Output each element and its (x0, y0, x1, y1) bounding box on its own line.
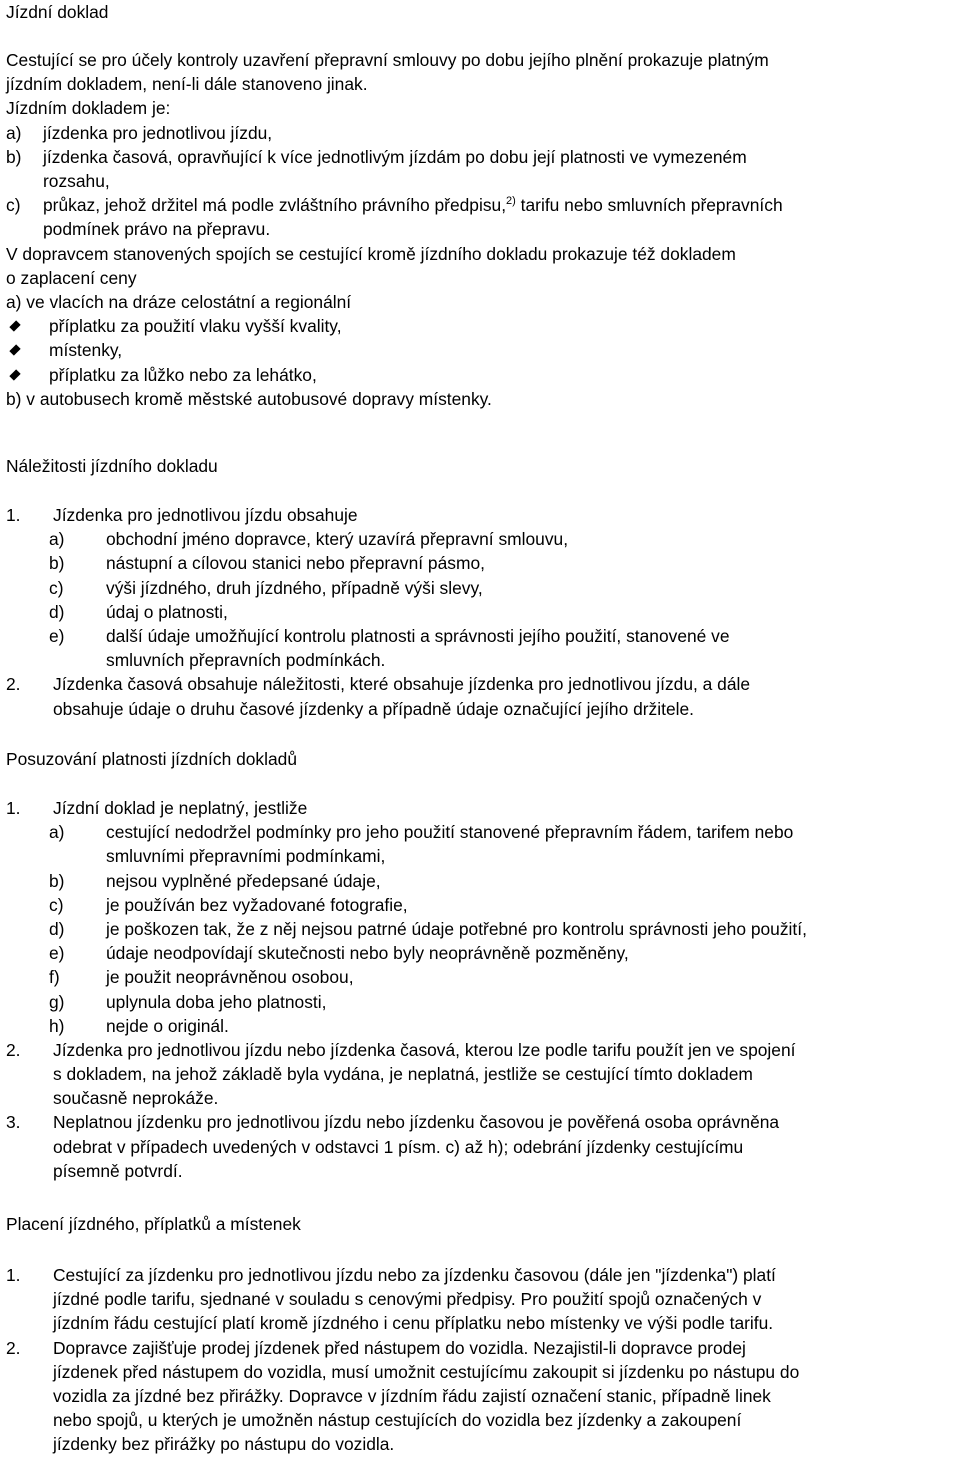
item-text: výši jízdného, druh jízdného, případně výši slevy, (106, 577, 483, 598)
bullet-text: příplatku za lůžko nebo za lehátko, (49, 364, 317, 385)
numbered-item-continuation (6, 1360, 958, 1384)
numbered-item-continuation (6, 1311, 958, 1335)
section-heading: Náležitosti jízdního dokladu (6, 456, 218, 476)
intro-paragraph: a) ve vlacích na dráze celostátní a regionální (6, 291, 352, 312)
item-label: b) (49, 870, 65, 891)
item-text: současně neprokáže. (53, 1088, 219, 1109)
intro-paragraph-line: o zaplacení ceny (6, 267, 137, 288)
bullet-item (6, 338, 769, 362)
item-number: 1. (6, 505, 21, 525)
item-text: cestující nedodržel podmínky pro jeho použití stanovené přepravním řádem, tarifem nebo (106, 822, 794, 843)
diamond-bullet-icon (9, 320, 20, 331)
bullet-text: místenky, (49, 340, 123, 361)
bullet-text: příplatku za použití vlaku vyšší kvality, (49, 316, 342, 337)
item-label: d) (49, 918, 65, 939)
list-item (6, 145, 769, 169)
item-text: vozidla za jízdné bez přirážky. Dopravce v jízdním řádu zajistí označení stanic, případně linek (53, 1385, 771, 1406)
item-text (43, 193, 783, 217)
list-item (6, 869, 958, 893)
list-item (6, 527, 958, 551)
item-text: Jízdní doklad je neplatný, jestliže (53, 798, 308, 818)
item-text: smluvními přepravními podmínkami, (106, 846, 386, 867)
numbered-item-continuation (6, 1384, 958, 1408)
list-item-continuation (6, 648, 958, 672)
item-text: písemně potvrdí. (53, 1160, 183, 1181)
item-text: Neplatnou jízdenku pro jednotlivou jízdu nebo jízdenku časovou je pověřená osoba oprávněna (53, 1112, 780, 1133)
list-item-continuation (6, 217, 769, 241)
section-heading: Placení jízdného, příplatků a místenek (6, 1214, 301, 1234)
list-item (6, 1014, 958, 1038)
item-text: nebo spojů, u kterých je umožněn nástup cestujících do vozidla bez jízdenky a zakoupení (53, 1410, 742, 1431)
intro-paragraph: Jízdním dokladem je: (6, 98, 171, 119)
item-text: jízdenek před nástupem do vozidla, musí umožnit cestujícímu zakoupit si jízdenku po nástupu do (53, 1361, 800, 1382)
item-text: s dokladem, na jehož základě byla vydána, je neplatná, jestliže se cestující tímto dokladem (53, 1064, 753, 1085)
list-item (6, 917, 958, 941)
section-heading: Posuzování platnosti jízdních dokladů (6, 749, 297, 769)
numbered-item-continuation (6, 1062, 958, 1086)
item-text: jízdenka časová, opravňující k více jednotlivým jízdám po dobu její platnosti ve vymezeném (43, 146, 747, 167)
numbered-item (6, 672, 958, 696)
bullet-item (6, 314, 769, 338)
item-text: je používán bez vyžadované fotografie, (106, 894, 408, 915)
list-item (6, 193, 783, 217)
item-label: c) (6, 195, 21, 216)
numbered-item-continuation (6, 1408, 958, 1432)
item-text: jízdné podle tarifu, sjednané v souladu s cenovými předpisy. Pro použití spojů označených v (53, 1289, 762, 1310)
item-text: je použit neoprávněnou osobou, (106, 967, 354, 988)
item-text: obsahuje údaje o druhu časové jízdenky a případně údaje označující jejího držitele. (53, 698, 694, 719)
item-text: údaje neodpovídají skutečnosti nebo byly neoprávněně pozměněny, (106, 943, 629, 964)
item-text: uplynula doba jeho platnosti, (106, 991, 327, 1012)
item-text: Dopravce zajišťuje prodej jízdenek před nástupem do vozidla. Nezajistil-li dopravce prodej (53, 1337, 746, 1358)
intro-paragraph-line: V dopravcem stanovených spojích se cestující kromě jízdního dokladu prokazuje též dokladem (6, 243, 736, 264)
item-number: 2. (6, 674, 21, 695)
section-payment (6, 1263, 958, 1457)
list-item (6, 121, 769, 145)
item-text: smluvních přepravních podmínkách. (106, 650, 386, 671)
item-label: e) (49, 943, 65, 964)
list-item (6, 941, 958, 965)
numbered-item-continuation (6, 697, 958, 721)
item-text: Jízdenka pro jednotlivou jízdu obsahuje (53, 505, 358, 525)
item-text-part: tarifu nebo smluvních přepravních (515, 195, 783, 216)
item-label: d) (49, 601, 65, 622)
list-item (6, 576, 958, 600)
list-item (6, 820, 958, 844)
item-text: rozsahu, (43, 170, 110, 191)
item-text: nejde o originál. (106, 1015, 229, 1036)
item-label: h) (49, 1015, 65, 1036)
intro-paragraph-line: Cestující se pro účely kontroly uzavření přepravní smlouvy po dobu jejího plnění prokazuje platným (6, 50, 769, 70)
item-label: g) (49, 991, 65, 1012)
intro-section (6, 48, 783, 411)
item-text: Cestující za jízdenku pro jednotlivou jízdu nebo za jízdenku časovou (dále jen "jízdenka") platí (53, 1265, 776, 1285)
list-item-continuation (6, 169, 769, 193)
section-validity (6, 796, 958, 1183)
item-text: jízdenky bez přirážky po nástupu do vozidla. (53, 1434, 395, 1455)
item-text-part: průkaz, jehož držitel má podle zvláštního právního předpisu, (43, 195, 507, 216)
bullet-item (6, 363, 769, 387)
item-text: jízdenka pro jednotlivou jízdu, (43, 122, 273, 143)
item-text: podmínek právo na přepravu. (43, 219, 271, 240)
item-number: 3. (6, 1112, 21, 1133)
numbered-item-continuation (6, 1135, 958, 1159)
numbered-item (6, 796, 958, 820)
numbered-item (6, 1336, 958, 1360)
item-text: údaj o platnosti, (106, 601, 228, 622)
item-text: jízdním řádu cestující platí kromě jízdného i cenu příplatku nebo místenky ve výši podle tarifu. (53, 1313, 774, 1334)
item-label: e) (49, 625, 65, 646)
numbered-item-continuation (6, 1159, 958, 1183)
item-number: 2. (6, 1337, 21, 1358)
item-label: f) (49, 967, 60, 988)
item-text: je poškozen tak, že z něj nejsou patrné údaje potřebné pro kontrolu správnosti jeho použití, (106, 918, 807, 939)
item-label: b) (6, 146, 22, 167)
item-number: 2. (6, 1039, 21, 1060)
intro-paragraph-line: jízdním dokladem, není-li dále stanoveno jinak. (6, 74, 368, 95)
page-title: Jízdní doklad (6, 2, 109, 22)
numbered-item-continuation (6, 1086, 958, 1110)
item-number: 1. (6, 798, 21, 818)
item-label: b) (49, 553, 65, 574)
item-text: další údaje umožňující kontrolu platnosti a správnosti jejího použití, stanovené ve (106, 625, 730, 646)
item-text: nástupní a cílovou stanici nebo přepravní pásmo, (106, 553, 485, 574)
item-text: nejsou vyplněné předepsané údaje, (106, 870, 381, 891)
list-item (6, 965, 958, 989)
item-text: odebrat v případech uvedených v odstavci 1 písm. c) až h); odebrání jízdenky cestujícímu (53, 1136, 744, 1157)
list-item (6, 893, 958, 917)
diamond-bullet-icon (9, 369, 20, 380)
item-number: 1. (6, 1265, 21, 1285)
item-label: c) (49, 577, 64, 598)
item-label: a) (49, 529, 65, 550)
item-label: a) (6, 122, 22, 143)
list-item (6, 990, 958, 1014)
numbered-item-continuation (6, 1432, 958, 1456)
numbered-item (6, 1038, 958, 1062)
list-item (6, 600, 958, 624)
list-item (6, 624, 958, 648)
item-text: obchodní jméno dopravce, který uzavírá přepravní smlouvu, (106, 529, 569, 550)
numbered-item (6, 1110, 958, 1134)
list-item (6, 551, 958, 575)
footnote-ref: 2) (506, 195, 516, 208)
list-item-continuation (6, 844, 958, 868)
item-label: a) (49, 822, 65, 843)
item-text: Jízdenka časová obsahuje náležitosti, které obsahuje jízdenka pro jednotlivou jízdu, a dále (53, 674, 751, 695)
section-requirements (6, 503, 958, 721)
item-text: Jízdenka pro jednotlivou jízdu nebo jízdenka časová, kterou lze podle tarifu použít jen ve spojení (53, 1039, 796, 1060)
numbered-item (6, 503, 958, 527)
numbered-item (6, 1263, 958, 1287)
intro-paragraph: b) v autobusech kromě městské autobusové dopravy místenky. (6, 388, 492, 409)
numbered-item-continuation (6, 1287, 958, 1311)
diamond-bullet-icon (9, 345, 20, 356)
item-label: c) (49, 894, 64, 915)
